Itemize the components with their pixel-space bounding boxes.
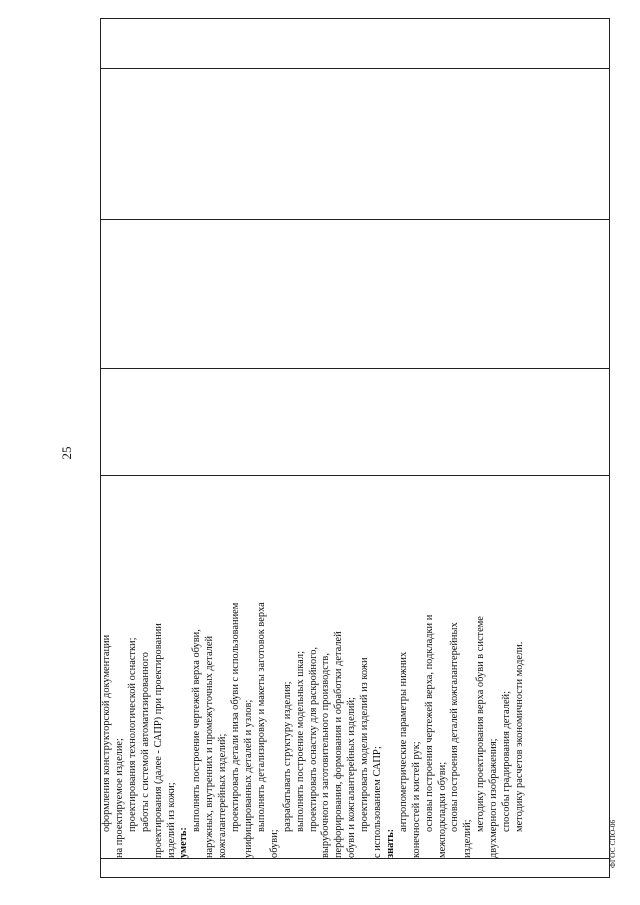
table-cell-knowledge xyxy=(101,476,610,859)
page-number: 25 xyxy=(59,446,74,460)
text-line: перфорирования, формования и обработки деталей xyxy=(333,631,345,858)
text-line: антропометрические параметры нижних xyxy=(397,651,409,832)
text-line: знать: xyxy=(384,828,396,858)
text-line: межподкладки обуви; xyxy=(436,761,448,858)
table-cell-index xyxy=(101,859,610,878)
text-line: изделий из кожи; xyxy=(165,782,177,858)
text-line: выполнять построение чертежей верха обуви, xyxy=(191,629,203,832)
text-line: на проектируемое изделие; xyxy=(113,738,125,858)
text-line: проектирования технологической оснастки; xyxy=(126,637,138,832)
text-line: выполнять построение модельных шкал; xyxy=(294,651,306,832)
text-line: кожгалантерейных изделий; xyxy=(217,733,229,858)
text-line: основы построения деталей кожгалантерейных xyxy=(449,622,461,832)
text-line: унифицированных деталей и узлов; xyxy=(242,699,254,858)
text-line: вырубочного и заготовительного производств, xyxy=(320,653,332,858)
rotated-table-container xyxy=(100,18,610,878)
table-cell-col3 xyxy=(101,369,610,476)
text-line: методику проектирования верха обуви в системе xyxy=(475,616,487,832)
text-line: уметь: xyxy=(178,827,190,858)
text-line: проектировать детали низа обуви с использованием xyxy=(230,602,242,832)
text-line: обуви и кожгалантерейных изделий; xyxy=(346,697,358,858)
text-line: оформления конструкторской документации xyxy=(101,634,112,832)
text-line: основы построения чертежей верха, подкладки и xyxy=(423,614,435,832)
competency-table xyxy=(100,18,610,878)
text-line: проектировать оснастку для раскройного, xyxy=(307,647,319,832)
text-line: обуви; xyxy=(268,829,280,858)
text-line: наружных, внутренних и промежуточных деталей xyxy=(204,635,216,858)
text-line: выполнять детализировку и макеты заготовок верха xyxy=(255,602,267,832)
text-line: методику расчетов экономичности модели. xyxy=(514,641,525,832)
text-line: с использованием САПР; xyxy=(372,746,384,858)
text-line: конечностей и кистей рук; xyxy=(410,741,422,858)
table-cell-col4 xyxy=(101,220,610,369)
table-cell-col6 xyxy=(101,19,610,69)
text-line: работы с системой автоматизированного xyxy=(139,652,151,832)
knowledge-text xyxy=(101,476,527,858)
table-cell-col5 xyxy=(101,69,610,220)
text-line: разрабатывать структуру изделия; xyxy=(281,681,293,832)
text-line: проектировать модели изделий из кожи xyxy=(359,657,371,832)
footer-code: ФГОС СПО-06 xyxy=(608,819,617,868)
text-line: изделий; xyxy=(462,819,474,858)
text-line: способы градирования деталей; xyxy=(501,691,513,832)
text-line: двухмерного изображения; xyxy=(488,738,500,858)
text-line: проектирования (далее - САПР) при проектировании xyxy=(152,623,164,858)
